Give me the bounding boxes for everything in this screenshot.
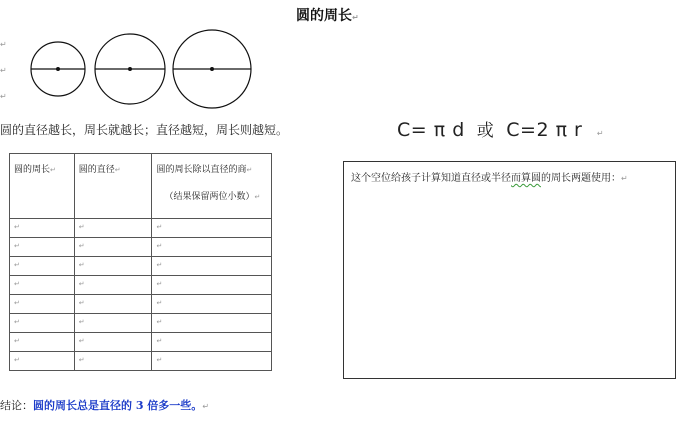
formula [397,116,604,141]
paragraph-mark: ↵ [14,318,20,326]
paragraph-mark: ↵ [352,13,359,22]
paragraph-mark: ↵ [156,280,163,288]
table-cell[interactable] [10,295,75,314]
title-text: 圆的周长 [296,8,352,24]
paragraph-mark: ↵ [78,261,85,269]
paragraph-mark: ↵ [156,223,163,231]
table-cell[interactable] [10,352,75,371]
data-table [9,153,272,371]
paragraph-mark: ↵ [14,261,20,269]
table-cell[interactable] [152,276,272,295]
paragraph-mark: ↵ [156,299,163,307]
paragraph-mark: ↵ [156,261,163,269]
paragraph-mark: ↵ [14,280,20,288]
table-cell[interactable] [10,238,75,257]
medium-circle [95,34,165,104]
box-instruction: 这个空位给孩子计算知道直径或半径而算圆的周长两题使用：↵ [351,173,628,184]
table-cell[interactable] [152,257,272,276]
table-row [10,219,272,238]
table-row [10,314,272,333]
spellcheck-underline: 而算圆 [511,173,541,184]
paragraph-mark: ↵ [14,299,20,307]
table-cell[interactable] [74,219,152,238]
paragraph-mark: ↵ [78,280,85,288]
table-cell[interactable] [74,238,152,257]
table-cell[interactable] [152,333,272,352]
table-cell[interactable] [74,314,152,333]
conclusion-prefix: 结论： [0,399,33,412]
statement-text: 圆的直径越长，周长就越长；直径越短，周长则越短。 [0,123,289,137]
paragraph-mark: ↵ [0,66,7,75]
conclusion: 结论：圆的周长总是直径的 3 倍多一些。↵ [0,399,210,412]
table-cell[interactable] [152,295,272,314]
document-title [296,5,359,25]
table-cell[interactable] [10,257,75,276]
paragraph-mark: ↵ [156,242,163,250]
table-cell[interactable] [152,352,272,371]
paragraph-mark: ↵ [78,356,85,364]
conclusion-highlight: 圆的周长总是直径的 3 倍多一些。 [33,399,203,412]
table-cell[interactable] [152,219,272,238]
paragraph-mark: ↵ [0,92,7,101]
table-cell[interactable] [74,257,152,276]
table-header-row [10,154,272,219]
paragraph-mark: ↵ [14,223,20,231]
large-circle [173,30,251,108]
table-cell[interactable] [10,219,75,238]
paragraph-mark: ↵ [156,337,163,345]
formula-radius: C=2 π r [506,119,583,141]
table-cell[interactable] [10,276,75,295]
table-cell[interactable] [10,333,75,352]
table-cell[interactable] [74,352,152,371]
circles-diagram [25,27,255,117]
paragraph-mark: ↵ [78,318,85,326]
paragraph-mark: ↵ [78,337,85,345]
table-cell[interactable] [152,314,272,333]
paragraph-mark: ↵ [14,337,20,345]
paragraph-mark: ↵ [14,242,20,250]
header-diameter: 圆的直径↵ [74,154,152,219]
table-row [10,238,272,257]
table-row [10,257,272,276]
table-row [10,352,272,371]
table-cell[interactable] [152,238,272,257]
small-circle [31,42,85,96]
table-row [10,276,272,295]
table-row [10,333,272,352]
header-ratio: 圆的周长除以直径的商↵ （结果保留两位小数）↵ [152,154,272,219]
paragraph-mark: ↵ [0,40,7,49]
table-cell[interactable] [74,333,152,352]
header-ratio-note: （结果保留两位小数） [164,192,255,202]
paragraph-mark: ↵ [596,129,605,138]
header-circumference: 圆的周长↵ [10,154,75,219]
table-cell[interactable] [74,276,152,295]
paragraph-mark: ↵ [156,318,163,326]
paragraph-mark: ↵ [156,356,163,364]
calculation-box[interactable] [343,161,676,379]
paragraph-mark: ↵ [78,299,85,307]
paragraph-mark: ↵ [14,356,20,364]
table-row [10,295,272,314]
paragraph-mark: ↵ [78,223,85,231]
table-cell[interactable] [74,295,152,314]
formula-connector: 或 [476,121,495,141]
paragraph-mark: ↵ [78,242,85,250]
table-cell[interactable] [10,314,75,333]
formula-diameter: C= π d [397,119,465,141]
